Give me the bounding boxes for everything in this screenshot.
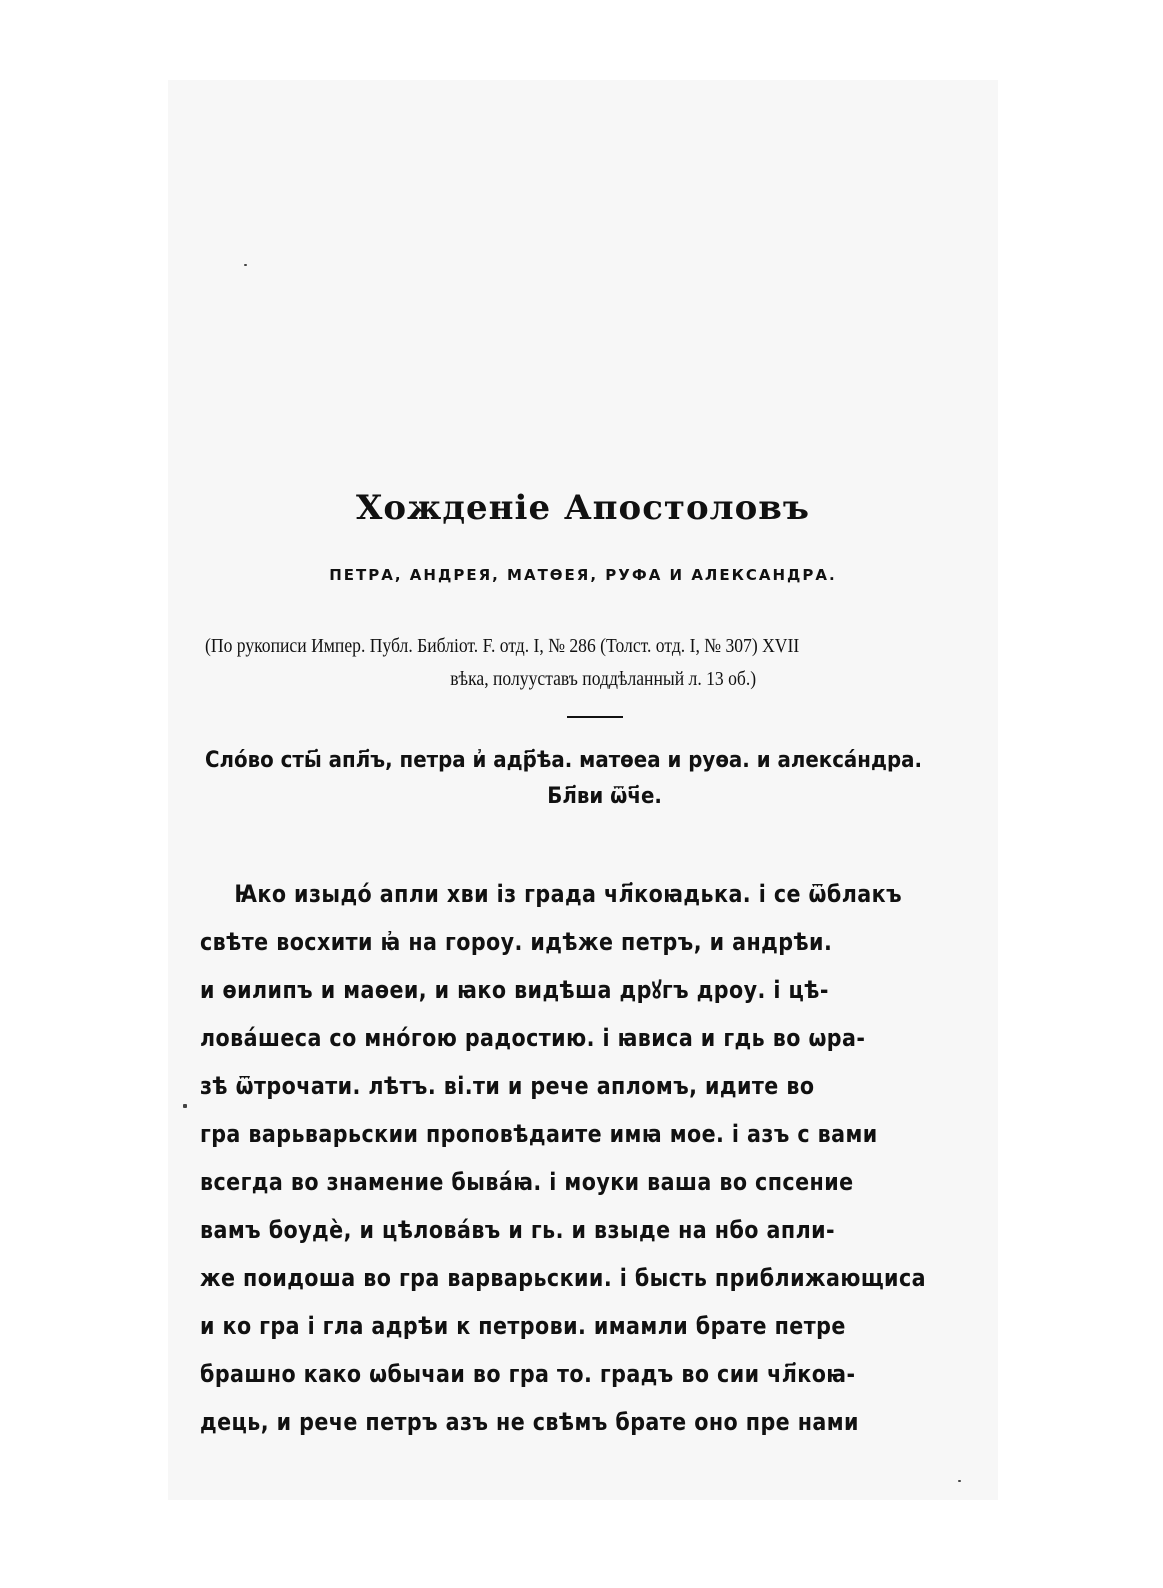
body-line: вамъ боудѐ, и цѣлова́въ и гь. и взыде на нбо апли- bbox=[200, 1216, 836, 1244]
body-line: зѣ ѿтрочати. лѣтъ. ві.ти и рече апломъ, идите во bbox=[200, 1072, 815, 1100]
body-line: Ꙗко изыдо́ апли хви із града чл҃коꙗдька. і се ѿблакъ bbox=[234, 880, 903, 908]
body-line: свѣте восхити ꙗ҆ на гороу. идѣже петръ, и андрѣи. bbox=[200, 928, 833, 956]
scan-speck bbox=[958, 1480, 961, 1482]
text-heading bbox=[205, 743, 925, 815]
body-line: дець, и рече петръ азъ не свѣмъ брате оно пре нами bbox=[200, 1408, 859, 1436]
body-line: гра варьварьскии проповѣдаите имꙗ мое. і азъ с вами bbox=[200, 1120, 878, 1148]
text-heading-line-2: Бл҃ви ѿч҃е. bbox=[547, 784, 662, 809]
section-divider bbox=[567, 716, 623, 718]
body-line: же поидоша во гра варварьскии. і бысть приближающиса bbox=[200, 1264, 926, 1292]
document-subtitle: ПЕТРА, АНДРЕЯ, МАТѲЕЯ, РУФА И АЛЕКСАНДРА. bbox=[329, 566, 837, 584]
body-text bbox=[200, 870, 1000, 1446]
body-line: всегда во знамение быва́ꙗ. і моуки ваша во спсение bbox=[200, 1168, 854, 1196]
document-title: Хожденіе Апостоловъ bbox=[355, 488, 810, 528]
body-line: брашно како ѡбычаи во гра то. градъ во сии чл҃коꙗ- bbox=[200, 1360, 856, 1388]
body-line: и ко гра і гла адрѣи к петрови. имамли брате петре bbox=[200, 1312, 846, 1340]
source-note-line-1: (По рукописи Импер. Публ. Библіот. F. отд. I, № 286 (Толст. отд. I, № 307) XVII bbox=[205, 635, 800, 657]
body-line: и ѳилипъ и маѳеи, и ꙗко видѣша дрꙋгъ дроу. і цѣ- bbox=[200, 976, 829, 1004]
source-note-line-2: вѣка, полууставъ поддѣланный л. 13 об.) bbox=[450, 668, 757, 690]
scan-speck bbox=[244, 264, 247, 266]
body-line: лова́шеса со мно́гою радостию. і ꙗвиса и гдь во ѡра- bbox=[200, 1024, 866, 1052]
text-heading-line-1: Сло́во сты҃ апл҃ъ, петра и҆ адр҃ѣа. матѳеа и руѳа. и алекса́ндра. bbox=[205, 748, 923, 773]
scan-speck bbox=[183, 1104, 187, 1108]
source-note bbox=[205, 630, 909, 696]
